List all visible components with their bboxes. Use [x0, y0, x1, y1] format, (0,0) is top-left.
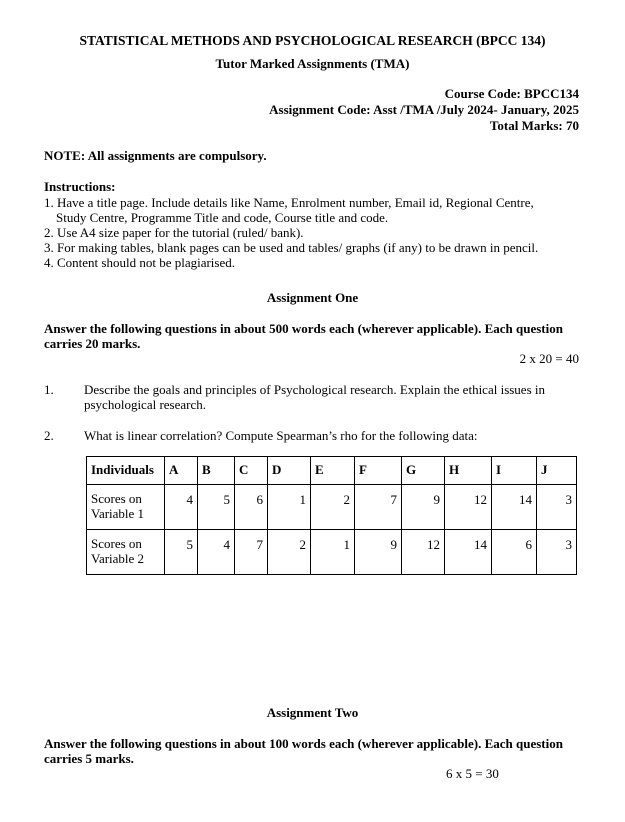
assignment-one-marks: 2 x 20 = 40	[519, 351, 579, 366]
table-cell: 1	[268, 485, 311, 530]
row-label-line2: Variable 1	[91, 506, 145, 521]
table-cell: 7	[355, 485, 402, 530]
assignment-two-intro: Answer the following questions in about 100 words each (wherever applicable). Each question carries 5 marks.	[44, 736, 563, 766]
table-header-cell: G	[402, 457, 445, 485]
table-cell: 4	[165, 485, 198, 530]
row-label-line1: Scores on	[91, 491, 142, 506]
assignment-code: Assignment Code: Asst /TMA /July 2024- January, 2025	[269, 102, 579, 117]
table-cell: 5	[198, 485, 235, 530]
row-label-line2: Variable 2	[91, 551, 145, 566]
assignment-two-heading: Assignment Two	[266, 705, 359, 720]
table-cell: 6	[492, 530, 537, 575]
table-cell: 12	[445, 485, 492, 530]
table-row	[87, 485, 577, 530]
document-title: STATISTICAL METHODS AND PSYCHOLOGICAL RESEARCH (BPCC 134)	[79, 33, 546, 48]
table-cell: 7	[235, 530, 268, 575]
table-header-cell: A	[165, 457, 198, 485]
table-cell: 5	[165, 530, 198, 575]
table-cell: 2	[268, 530, 311, 575]
assignment-one-heading: Assignment One	[266, 290, 359, 305]
instructions-list	[44, 195, 584, 270]
table-header-cell: D	[268, 457, 311, 485]
row-label	[87, 530, 165, 575]
table-header-cell: H	[445, 457, 492, 485]
course-code: Course Code: BPCC134	[444, 86, 579, 101]
table-header-cell: Individuals	[87, 457, 165, 485]
table-cell: 14	[492, 485, 537, 530]
document-subtitle: Tutor Marked Assignments (TMA)	[215, 56, 410, 71]
table-header-cell: F	[355, 457, 402, 485]
question-number: 2.	[44, 428, 54, 443]
instruction-line: 4. Content should not be plagiarised.	[44, 255, 236, 270]
table-header-row	[87, 457, 577, 485]
table-cell: 9	[355, 530, 402, 575]
table-cell: 12	[402, 530, 445, 575]
assignment-one-intro: Answer the following questions in about 500 words each (wherever applicable). Each question carries 20 marks.	[44, 321, 563, 351]
instruction-line: Study Centre, Programme Title and code, Course title and code.	[56, 210, 389, 225]
table-header-cell: I	[492, 457, 537, 485]
table-header-cell: B	[198, 457, 235, 485]
table-header-cell: C	[235, 457, 268, 485]
table-cell: 3	[537, 485, 577, 530]
scores-table	[86, 456, 577, 575]
row-label	[87, 485, 165, 530]
table-cell: 14	[445, 530, 492, 575]
question-text: What is linear correlation? Compute Spearman’s rho for the following data:	[84, 428, 478, 443]
table-row	[87, 530, 577, 575]
table-cell: 1	[311, 530, 355, 575]
table-cell: 4	[198, 530, 235, 575]
instruction-line: 3. For making tables, blank pages can be used and tables/ graphs (if any) to be drawn in pencil.	[44, 240, 539, 255]
instruction-line: 2. Use A4 size paper for the tutorial (ruled/ bank).	[44, 225, 304, 240]
table-cell: 6	[235, 485, 268, 530]
instruction-line: 1. Have a title page. Include details like Name, Enrolment number, Email id, Regional Centre,	[44, 195, 534, 210]
table-header-cell: E	[311, 457, 355, 485]
question-number: 1.	[44, 382, 54, 397]
row-label-line1: Scores on	[91, 536, 142, 551]
assignment-two-marks: 6 x 5 = 30	[446, 766, 499, 781]
instructions-heading: Instructions:	[44, 179, 116, 194]
total-marks: Total Marks: 70	[489, 118, 579, 133]
table-cell: 9	[402, 485, 445, 530]
note: NOTE: All assignments are compulsory.	[44, 148, 267, 163]
table-cell: 3	[537, 530, 577, 575]
table-cell: 2	[311, 485, 355, 530]
table-header-cell: J	[537, 457, 577, 485]
question-text: Describe the goals and principles of Psychological research. Explain the ethical issues in psychological research.	[84, 382, 545, 412]
